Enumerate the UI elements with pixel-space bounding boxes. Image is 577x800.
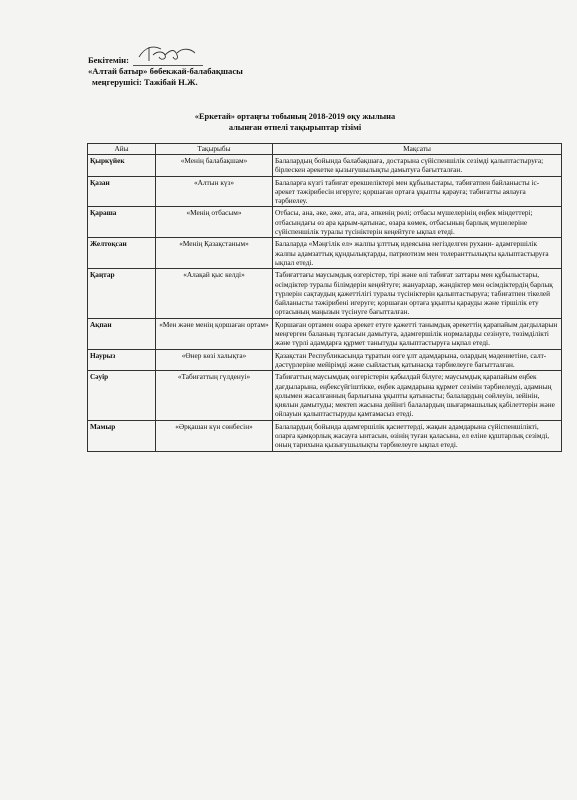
approval-block [88, 55, 243, 88]
title-line-2: алынған өтпелі тақырыптар тізімі [228, 122, 362, 132]
header-topic: Тақырыбы [156, 144, 273, 155]
goal-cell: Балалардың бойында адамгершілік қасиеттерді, жақын адамдарына сүйіспеншілікті, оларға қамқорлық жасауға ынтасын, өзінің туған қаласына, ел еліне құштарлық сезімді, оның тарихына қызығушылықты тәрбиелеуге ықпал етеді. [273, 420, 562, 451]
month-cell: Қараша [88, 207, 156, 238]
topics-table [87, 143, 562, 452]
goal-cell: Балаларда «Мәңгілік ел» жалпы ұлттық идеясына негізделген рухани- адамгершілік жалпы адамзаттық құндылықтарды, патриотизм мен толеранттылықты қалыптастыруға ықпал етеді. [273, 238, 562, 269]
table-row [88, 155, 562, 177]
topic-cell: «Әрқашан күн сөнбесін» [156, 420, 273, 451]
month-cell: Сәуір [88, 371, 156, 420]
month-cell: Қаңтар [88, 269, 156, 318]
month-cell: Қазан [88, 176, 156, 207]
goal-cell: Қазақстан Республикасында тұратын өзге ұлт адамдарына, олардың мәдениетіне, салт-дәстүрлеріне мейірімді және сыйластық қатынасқа тәрбиелеуге бағытталған. [273, 349, 562, 371]
topic-cell: «Табиғаттың гүлденуі» [156, 371, 273, 420]
kindergarten-name: «Алтай батыр» бөбекжай-балабақшасы [88, 66, 243, 76]
table-row [88, 238, 562, 269]
table-row [88, 318, 562, 349]
topic-cell: «Алтын күз» [156, 176, 273, 207]
month-cell: Желтоқсан [88, 238, 156, 269]
approval-label: Бекітемін: [88, 55, 129, 65]
month-cell: Қыркүйек [88, 155, 156, 177]
signature-image [135, 43, 199, 65]
goal-cell: Қоршаған ортамен өзара әрекет етуге қажетті танымдық әрекеттің қарапайым дағдыларын меңгерген баланың тұлғасын дамытуға, адамгершілік нормаларды сезінуге, төзімділікті және түрлі адамдарға құрмет танытуды қалыптастыруға ықпал етеді. [273, 318, 562, 349]
topic-cell: «Өнер көзі халықта» [156, 349, 273, 371]
table-row [88, 420, 562, 451]
table-row [88, 371, 562, 420]
topic-cell: «Алақай қыс келді» [156, 269, 273, 318]
table-row [88, 207, 562, 238]
title-line-1: «Еркетай» ортаңғы тобының 2018-2019 оқу жылына [194, 112, 396, 121]
topic-cell: «Менің отбасым» [156, 207, 273, 238]
goal-cell: Балалардың бойында балабақшаға, достарына сүйіспеншілік сезімді қалыптастыруға; бірлескен әрекетке қызығушылықты дамытуға бағытталған. [273, 155, 562, 177]
table-row [88, 269, 562, 318]
signature-line [133, 57, 203, 66]
table-header-row [88, 144, 562, 155]
director-name: меңгерушісі: Тажібай Н.Ж. [92, 77, 198, 87]
topic-cell: «Мен және менің қоршаған ортам» [156, 318, 273, 349]
month-cell: Ақпан [88, 318, 156, 349]
month-cell: Наурыз [88, 349, 156, 371]
header-goal: Мақсаты [273, 144, 562, 155]
document-title [150, 112, 440, 133]
table-row [88, 349, 562, 371]
goal-cell: Табиғаттағы маусымдық өзгерістер, тірі және өлі табиғат заттары мен құбылыстары, өсімдіктер туралы білімдерін кеңейтуге; жануарлар, жәндіктер мен өсімдіктердің барлық түрлерін сақтаудың қажеттілігі туралы түсініктерін қалыптастыруға; табиғатпен тікелей байланысты тәжірибені игеруге; қоршаған ортаға ұқыпты қарауды және тіршілік ету ортасының маңызын түсінуге бағытталған. [273, 269, 562, 318]
goal-cell: Балаларға күзгі табиғат ерекшеліктері мен құбылыстары, табиғатпен байланысты іс-әрекет тәжірибесін игеруге; қоршаған ортаға ұқыпты қарауға; табиғатты аялауға тәрбиелеу. [273, 176, 562, 207]
topic-cell: «Менің Қазақстаным» [156, 238, 273, 269]
topic-cell: «Менің балабақшам» [156, 155, 273, 177]
month-cell: Мамыр [88, 420, 156, 451]
goal-cell: Табиғаттың маусымдық өзгерістерін қабылдай білуге; маусымдық қарапайым еңбек дағдыларына, еңбексүйгіштікке, еңбек адамдарына құрмет сезімін тәрбиелеуді, адамның қолымен жасалғанның барлығына ұқыпты қатынасты; балалардың сөйлеуін, зейінін, қиялын дамытуды; мектеп жасына дейінгі балалардың шығармашылық қабілеттерін және ойлауын қалыптастыруды қамтамасыз етеді. [273, 371, 562, 420]
goal-cell: Отбасы, ана, әке, әже, ата, аға, әпкенің рөлі; отбасы мүшелерінің еңбек міндеттері; отбасындағы өз ара қарым-қатынас, өзара көмек, отбасының барлық мүшелеріне сүйіспеншілік туралы түсініктерін кеңейтуге ықпал етеді. [273, 207, 562, 238]
table-row [88, 176, 562, 207]
header-month: Айы [88, 144, 156, 155]
